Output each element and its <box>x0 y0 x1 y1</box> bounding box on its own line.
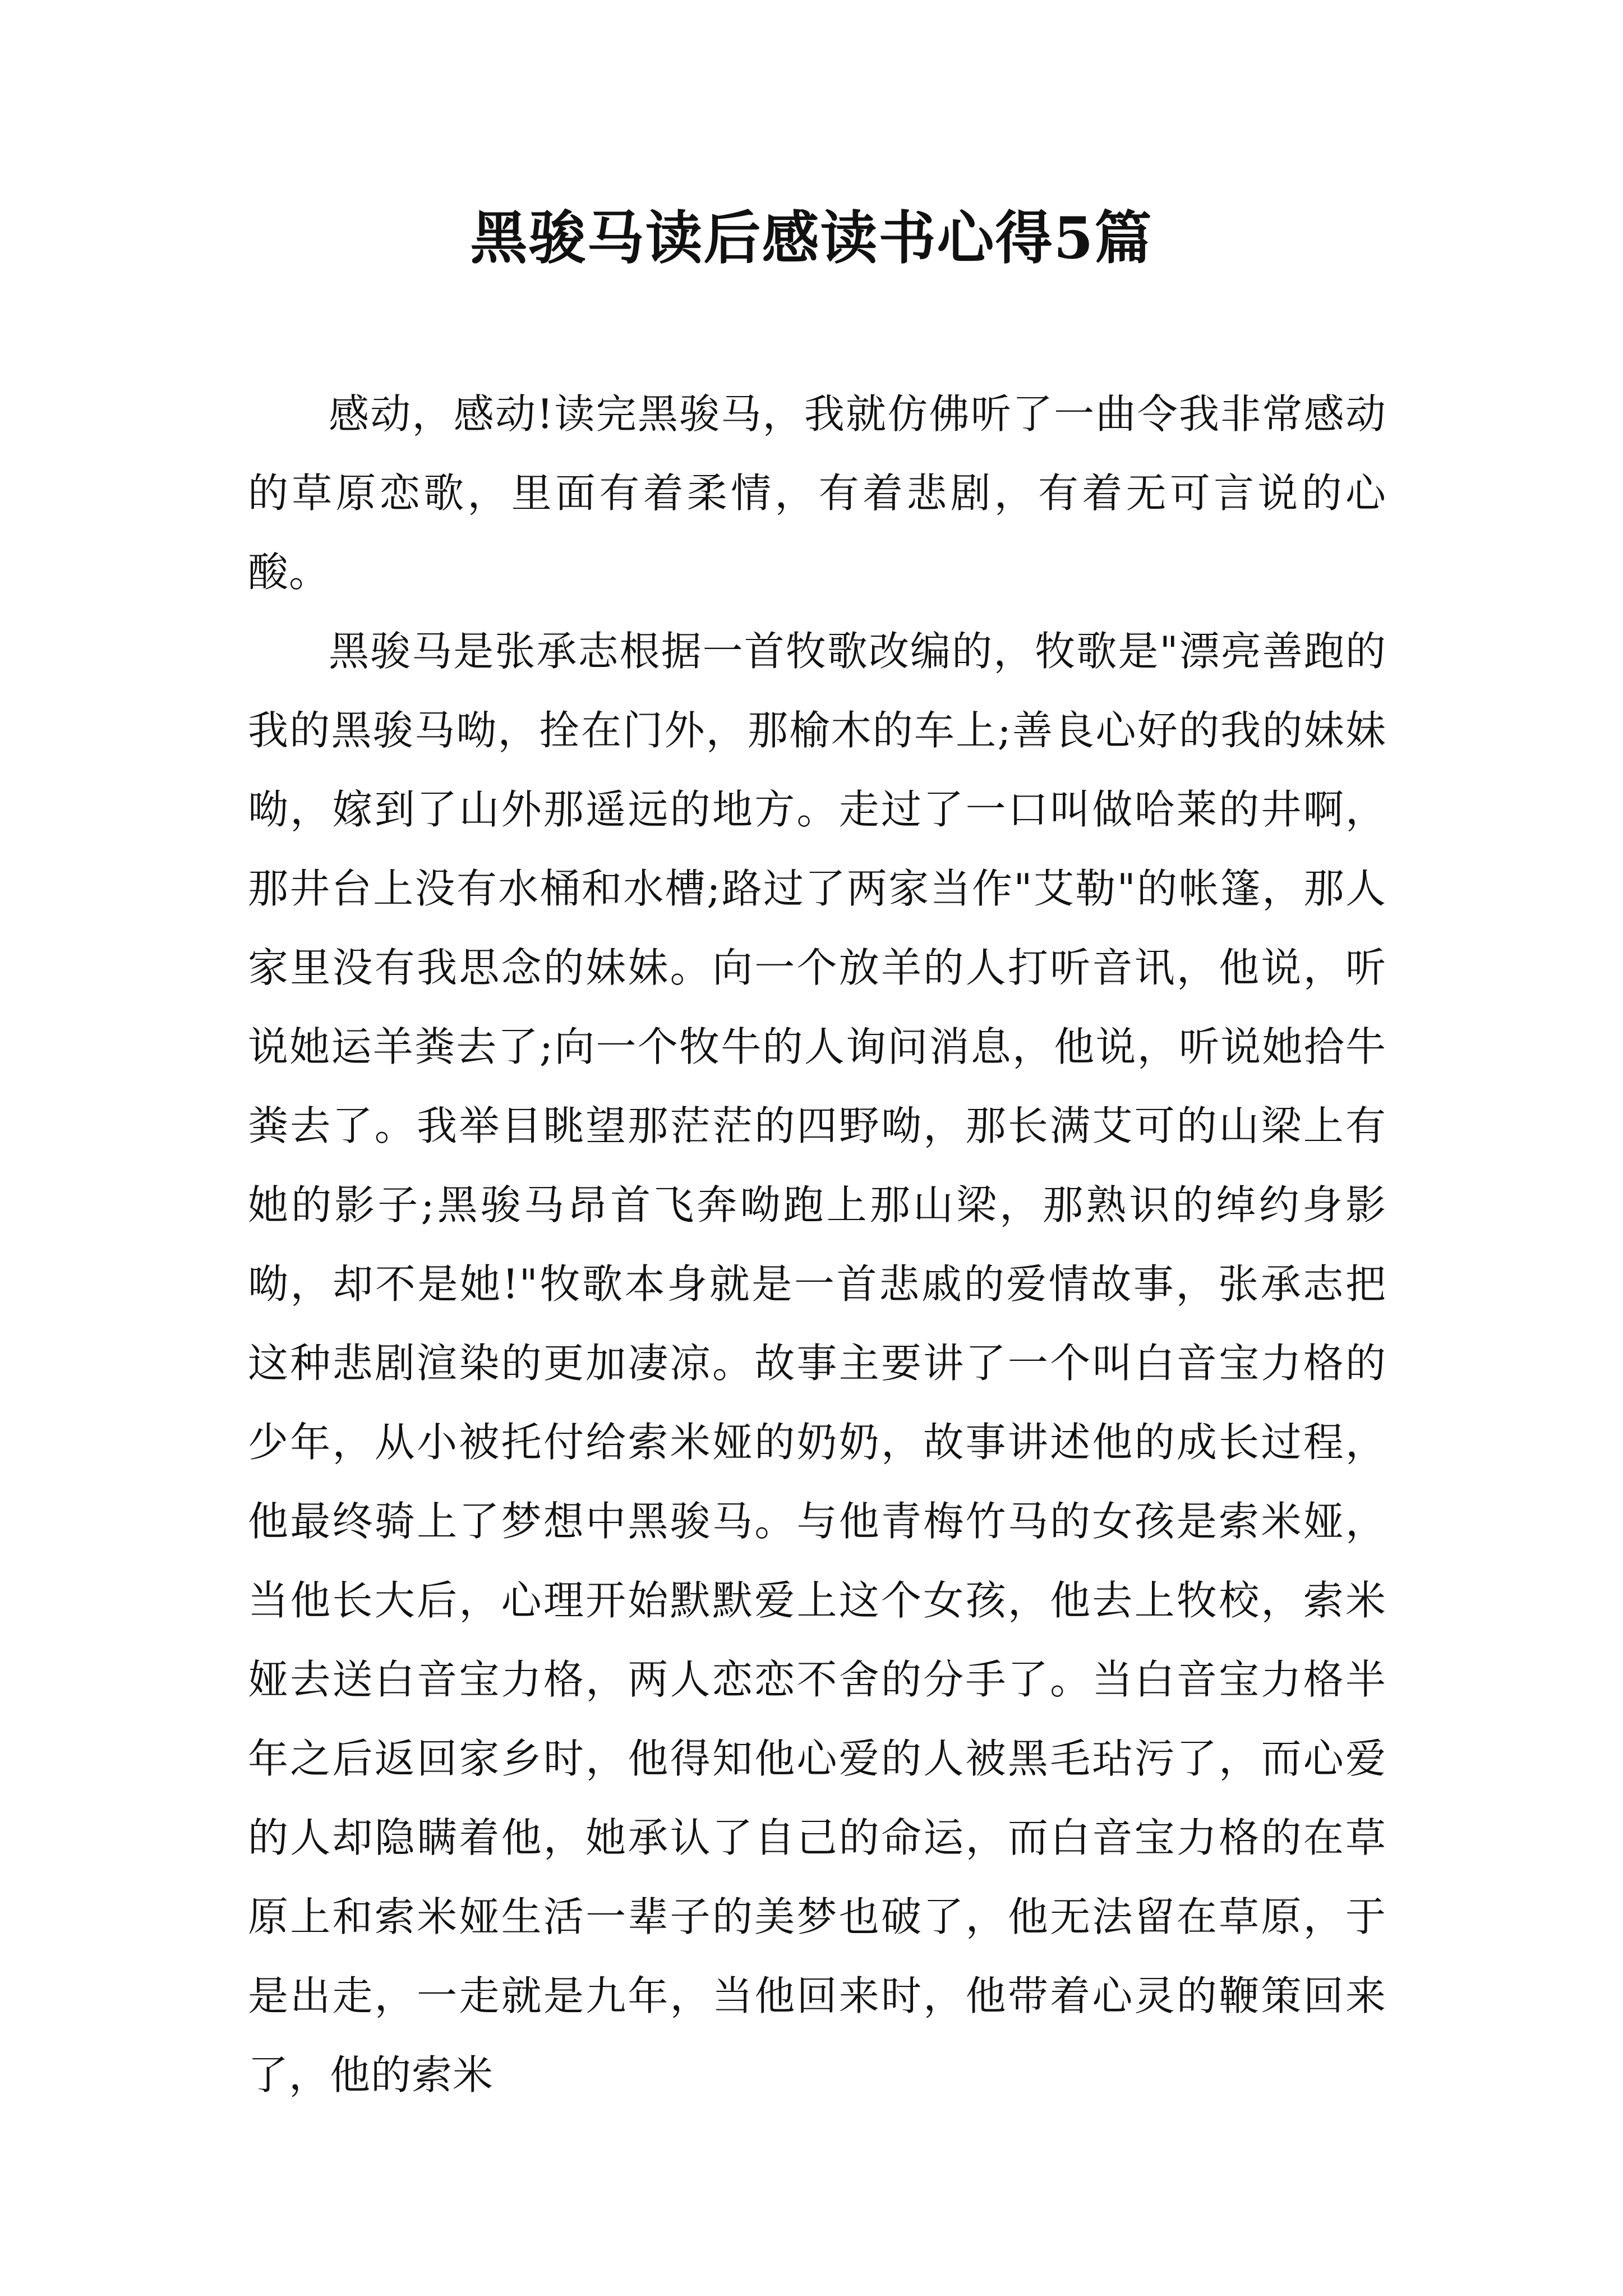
document-title: 黑骏马读后感读书心得5篇 <box>470 205 1153 272</box>
paragraph-2: 黑骏马是张承志根据一首牧歌改编的，牧歌是"漂亮善跑的我的黑骏马呦，拴在门外，那榆木的车上;善良心好的我的妹妹呦，嫁到了山外那遥远的地方。走过了一口叫做哈莱的井啊，那井台上没有水桶和水槽;路过了两家当作"艾勒"的帐篷，那人家里没有我思念的妹妹。向一个放羊的人打听音讯，他说，听说她运羊粪去了;向一个牧牛的人询问消息，他说，听说她拾牛粪去了。我举目眺望那茫茫的四野呦，那长满艾可的山梁上有她的影子;黑骏马昂首飞奔呦跑上那山梁，那熟识的绰约身影呦，却不是她!"牧歌本身就是一首悲戚的爱情故事，张承志把这种悲剧渲染的更加凄凉。故事主要讲了一个叫白音宝力格的少年，从小被托付给索米娅的奶奶，故事讲述他的成长过程，他最终骑上了梦想中黑骏马。与他青梅竹马的女孩是索米娅，当他长大后，心理开始默默爱上这个女孩，他去上牧校，索米娅去送白音宝力格，两人恋恋不舍的分手了。当白音宝力格半年之后返回家乡时，他得知他心爱的人被黑毛玷污了，而心爱的人却隐瞒着他，她承认了自己的命运，而白音宝力格的在草原上和索米娅生活一辈子的美梦也破了，他无法留在草原，于是出走，一走就是九年，当他回来时，他带着心灵的鞭策回来了，他的索米 <box>248 628 1386 2099</box>
paragraph-1: 感动，感动!读完黑骏马，我就仿佛听了一曲令我非常感动的草原恋歌，里面有着柔情，有着悲剧，有着无可言说的心酸。 <box>248 390 1386 596</box>
document-body <box>248 375 1386 2115</box>
